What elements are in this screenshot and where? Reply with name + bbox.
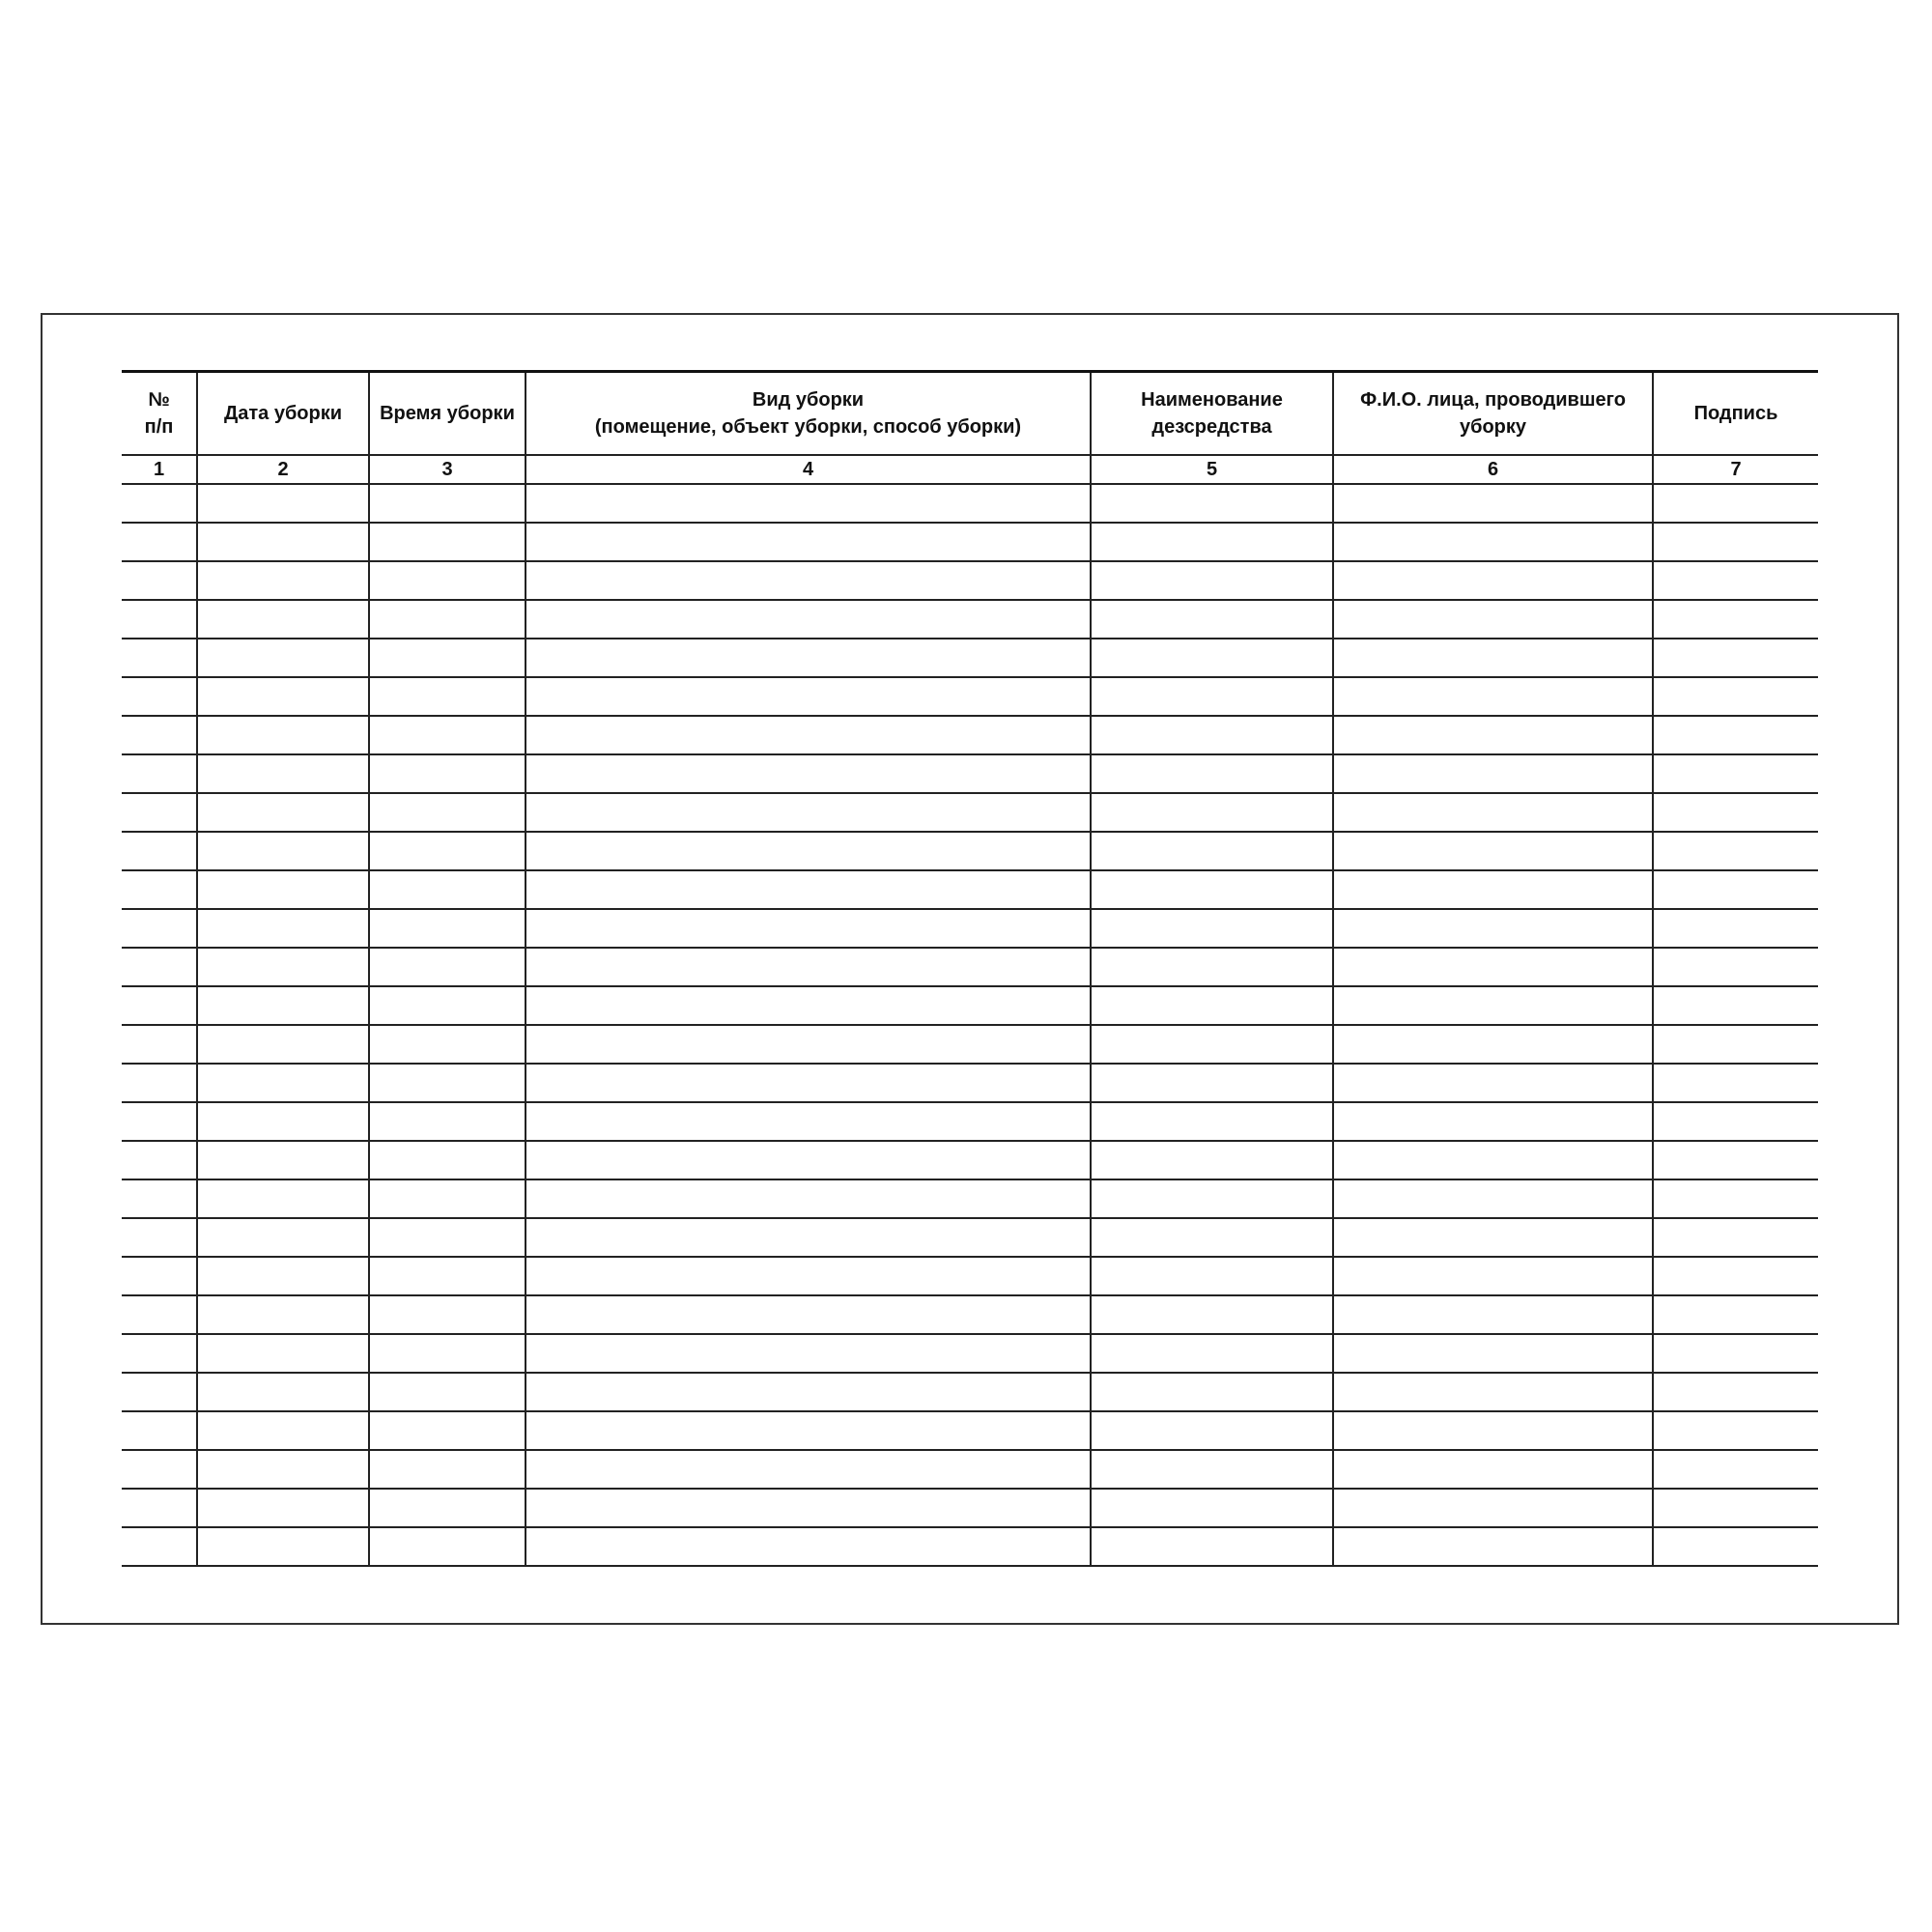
- table-cell: [369, 1141, 526, 1179]
- table-cell: [1333, 677, 1653, 716]
- table-row: [122, 832, 1818, 870]
- table-cell: [1653, 1450, 1818, 1489]
- table-cell: [1653, 1334, 1818, 1373]
- table-cell: [369, 1102, 526, 1141]
- table-cell: [369, 986, 526, 1025]
- table-row: [122, 1025, 1818, 1064]
- table-cell: [1333, 909, 1653, 948]
- table-row: [122, 484, 1818, 523]
- table-cell: [122, 1141, 197, 1179]
- table-cell: [122, 1450, 197, 1489]
- table-cell: [369, 1334, 526, 1373]
- table-cell: [369, 1373, 526, 1411]
- table-row: [122, 754, 1818, 793]
- header-responsible-person: Ф.И.О. лица, проводившего уборку: [1333, 372, 1653, 456]
- table-cell: [1653, 716, 1818, 754]
- table-cell: [369, 716, 526, 754]
- table-cell: [1653, 909, 1818, 948]
- table-cell: [526, 832, 1091, 870]
- table-row: [122, 1102, 1818, 1141]
- table-row: [122, 1411, 1818, 1450]
- table-cell: [122, 1411, 197, 1450]
- table-cell: [1091, 561, 1333, 600]
- table-cell: [526, 1257, 1091, 1295]
- table-cell: [197, 1527, 369, 1566]
- table-cell: [197, 1334, 369, 1373]
- table-cell: [122, 1218, 197, 1257]
- table-cell: [1333, 1450, 1653, 1489]
- table-cell: [1653, 1102, 1818, 1141]
- table-row: [122, 1450, 1818, 1489]
- table-cell: [122, 639, 197, 677]
- header-number: № п/п: [122, 372, 197, 456]
- table-cell: [197, 639, 369, 677]
- table-cell: [197, 986, 369, 1025]
- table-cell: [1653, 1411, 1818, 1450]
- table-cell: [1653, 754, 1818, 793]
- column-number: 7: [1653, 455, 1818, 484]
- table-cell: [1091, 1411, 1333, 1450]
- table-cell: [369, 1527, 526, 1566]
- table-cell: [122, 1102, 197, 1141]
- table-cell: [1333, 639, 1653, 677]
- table-cell: [526, 1025, 1091, 1064]
- table-cell: [197, 600, 369, 639]
- table-cell: [526, 793, 1091, 832]
- table-cell: [369, 870, 526, 909]
- table-cell: [122, 986, 197, 1025]
- table-cell: [369, 1064, 526, 1102]
- table-cell: [369, 1450, 526, 1489]
- column-number: 3: [369, 455, 526, 484]
- table-cell: [1091, 1334, 1333, 1373]
- table-cell: [197, 1025, 369, 1064]
- table-cell: [197, 716, 369, 754]
- table-cell: [1091, 1450, 1333, 1489]
- table-cell: [197, 793, 369, 832]
- table-cell: [1653, 1025, 1818, 1064]
- table-cell: [1091, 716, 1333, 754]
- cleaning-log-table: [122, 370, 1818, 1567]
- table-cell: [526, 1334, 1091, 1373]
- table-cell: [122, 1295, 197, 1334]
- table-row: [122, 1295, 1818, 1334]
- table-cell: [1333, 1025, 1653, 1064]
- table-cell: [1333, 754, 1653, 793]
- table-cell: [1653, 948, 1818, 986]
- table-cell: [369, 639, 526, 677]
- table-row: [122, 1334, 1818, 1373]
- table-row: [122, 1489, 1818, 1527]
- table-cell: [197, 561, 369, 600]
- table-cell: [526, 754, 1091, 793]
- table-cell: [369, 523, 526, 561]
- table-cell: [1333, 1257, 1653, 1295]
- table-cell: [122, 1527, 197, 1566]
- table-row: [122, 1218, 1818, 1257]
- table-row: [122, 1064, 1818, 1102]
- table-cell: [1091, 986, 1333, 1025]
- table-cell: [369, 484, 526, 523]
- table-cell: [1653, 561, 1818, 600]
- table-cell: [369, 600, 526, 639]
- table-cell: [526, 677, 1091, 716]
- table-cell: [1091, 600, 1333, 639]
- header-cleaning-type: Вид уборки (помещение, объект уборки, способ уборки): [526, 372, 1091, 456]
- table-cell: [526, 639, 1091, 677]
- header-disinfectant: Наименование дезсредства: [1091, 372, 1333, 456]
- table-cell: [122, 484, 197, 523]
- table-cell: [1333, 1527, 1653, 1566]
- table-row: [122, 986, 1818, 1025]
- table-cell: [1653, 870, 1818, 909]
- table-cell: [197, 909, 369, 948]
- table-cell: [1333, 1064, 1653, 1102]
- table-cell: [526, 523, 1091, 561]
- table-cell: [1653, 832, 1818, 870]
- table-cell: [369, 948, 526, 986]
- table-cell: [1333, 561, 1653, 600]
- table-cell: [1653, 677, 1818, 716]
- table-cell: [1333, 1179, 1653, 1218]
- table-cell: [1333, 1334, 1653, 1373]
- table-cell: [1091, 1373, 1333, 1411]
- table-cell: [197, 1064, 369, 1102]
- table-cell: [122, 677, 197, 716]
- table-cell: [369, 677, 526, 716]
- table-cell: [122, 523, 197, 561]
- table-cell: [369, 1179, 526, 1218]
- table-cell: [369, 1411, 526, 1450]
- table-row: [122, 870, 1818, 909]
- table-row: [122, 523, 1818, 561]
- table-cell: [1091, 523, 1333, 561]
- table-row: [122, 1257, 1818, 1295]
- table-cell: [526, 1489, 1091, 1527]
- table-row: [122, 561, 1818, 600]
- table-cell: [122, 716, 197, 754]
- table-cell: [526, 948, 1091, 986]
- table-cell: [369, 754, 526, 793]
- table-cell: [122, 948, 197, 986]
- table-cell: [1653, 523, 1818, 561]
- table-cell: [197, 754, 369, 793]
- table-cell: [1333, 600, 1653, 639]
- table-body: [122, 484, 1818, 1566]
- table-cell: [122, 754, 197, 793]
- table-cell: [1653, 986, 1818, 1025]
- column-number: 6: [1333, 455, 1653, 484]
- table-cell: [197, 1295, 369, 1334]
- table-cell: [197, 1450, 369, 1489]
- table-cell: [369, 1025, 526, 1064]
- table-cell: [1091, 639, 1333, 677]
- table-cell: [1091, 948, 1333, 986]
- table-cell: [122, 1025, 197, 1064]
- table-cell: [526, 600, 1091, 639]
- table-cell: [369, 561, 526, 600]
- table-cell: [1091, 909, 1333, 948]
- table-cell: [1091, 484, 1333, 523]
- table-cell: [1653, 1064, 1818, 1102]
- table-row: [122, 1373, 1818, 1411]
- table-cell: [1091, 1295, 1333, 1334]
- table-cell: [1653, 1373, 1818, 1411]
- table-cell: [1091, 1218, 1333, 1257]
- table-cell: [197, 832, 369, 870]
- table-cell: [1653, 639, 1818, 677]
- table-cell: [197, 1411, 369, 1450]
- table-cell: [122, 600, 197, 639]
- table-cell: [526, 561, 1091, 600]
- table-cell: [1653, 1489, 1818, 1527]
- table-cell: [526, 1218, 1091, 1257]
- table-cell: [197, 948, 369, 986]
- column-number: 5: [1091, 455, 1333, 484]
- table-cell: [122, 1489, 197, 1527]
- table-cell: [369, 1295, 526, 1334]
- column-number: 2: [197, 455, 369, 484]
- table-cell: [526, 1411, 1091, 1450]
- table-cell: [526, 1179, 1091, 1218]
- table-cell: [369, 832, 526, 870]
- table-cell: [526, 716, 1091, 754]
- table-cell: [122, 832, 197, 870]
- table-cell: [122, 793, 197, 832]
- table-cell: [197, 677, 369, 716]
- table-cell: [122, 561, 197, 600]
- table-cell: [1333, 793, 1653, 832]
- table-cell: [122, 1179, 197, 1218]
- table-cell: [1653, 1257, 1818, 1295]
- table-cell: [526, 1141, 1091, 1179]
- table-cell: [122, 1257, 197, 1295]
- table-cell: [197, 1257, 369, 1295]
- table-cell: [197, 1179, 369, 1218]
- table-row: [122, 793, 1818, 832]
- table-row: [122, 1141, 1818, 1179]
- table-cell: [197, 870, 369, 909]
- table-cell: [369, 1218, 526, 1257]
- table-row: [122, 909, 1818, 948]
- table-cell: [197, 1373, 369, 1411]
- table-cell: [526, 1295, 1091, 1334]
- table-cell: [526, 1527, 1091, 1566]
- column-number: 4: [526, 455, 1091, 484]
- table-cell: [526, 484, 1091, 523]
- table-row: [122, 1527, 1818, 1566]
- table-cell: [526, 986, 1091, 1025]
- table-cell: [1091, 1527, 1333, 1566]
- table-cell: [1653, 1527, 1818, 1566]
- table-cell: [526, 1373, 1091, 1411]
- table-cell: [197, 1218, 369, 1257]
- table-header-row: [122, 372, 1818, 456]
- table-cell: [1333, 1102, 1653, 1141]
- table-row: [122, 948, 1818, 986]
- table-cell: [1333, 1218, 1653, 1257]
- table-row: [122, 677, 1818, 716]
- table-cell: [1091, 870, 1333, 909]
- header-signature: Подпись: [1653, 372, 1818, 456]
- table-cell: [1333, 484, 1653, 523]
- table-cell: [1091, 1025, 1333, 1064]
- table-cell: [1653, 1218, 1818, 1257]
- table-cell: [526, 870, 1091, 909]
- table-cell: [1333, 832, 1653, 870]
- table-cell: [1091, 1064, 1333, 1102]
- column-number: 1: [122, 455, 197, 484]
- table-cell: [1653, 484, 1818, 523]
- table-cell: [1653, 1179, 1818, 1218]
- table-cell: [197, 484, 369, 523]
- table-cell: [1091, 793, 1333, 832]
- table-cell: [1091, 754, 1333, 793]
- table-cell: [197, 1141, 369, 1179]
- table-cell: [1653, 793, 1818, 832]
- table-cell: [1091, 677, 1333, 716]
- table-cell: [1333, 986, 1653, 1025]
- table-cell: [1091, 1179, 1333, 1218]
- table-cell: [1333, 870, 1653, 909]
- table-row: [122, 716, 1818, 754]
- header-date: Дата уборки: [197, 372, 369, 456]
- table-cell: [1333, 948, 1653, 986]
- table-cell: [1091, 1489, 1333, 1527]
- table-cell: [122, 1334, 197, 1373]
- table-cell: [197, 1489, 369, 1527]
- table-cell: [526, 1102, 1091, 1141]
- table-row: [122, 600, 1818, 639]
- table-cell: [1333, 1489, 1653, 1527]
- table-cell: [369, 793, 526, 832]
- table-cell: [1333, 716, 1653, 754]
- table-cell: [1091, 1257, 1333, 1295]
- table-cell: [122, 1064, 197, 1102]
- table-cell: [526, 909, 1091, 948]
- table-cell: [1333, 1295, 1653, 1334]
- table-cell: [1333, 1373, 1653, 1411]
- table-cell: [197, 1102, 369, 1141]
- table-cell: [1653, 1295, 1818, 1334]
- table-cell: [369, 1489, 526, 1527]
- table-cell: [369, 1257, 526, 1295]
- table-cell: [1333, 523, 1653, 561]
- table-cell: [1091, 832, 1333, 870]
- table-cell: [1333, 1141, 1653, 1179]
- column-number-row: [122, 455, 1818, 484]
- table-cell: [369, 909, 526, 948]
- table-cell: [1091, 1141, 1333, 1179]
- table-cell: [122, 1373, 197, 1411]
- table-cell: [197, 523, 369, 561]
- table-cell: [526, 1450, 1091, 1489]
- table-cell: [122, 909, 197, 948]
- table-cell: [1333, 1411, 1653, 1450]
- table-cell: [1091, 1102, 1333, 1141]
- table-cell: [122, 870, 197, 909]
- table-cell: [1653, 1141, 1818, 1179]
- header-time: Время уборки: [369, 372, 526, 456]
- table-row: [122, 1179, 1818, 1218]
- table-cell: [526, 1064, 1091, 1102]
- table-row: [122, 639, 1818, 677]
- table-cell: [1653, 600, 1818, 639]
